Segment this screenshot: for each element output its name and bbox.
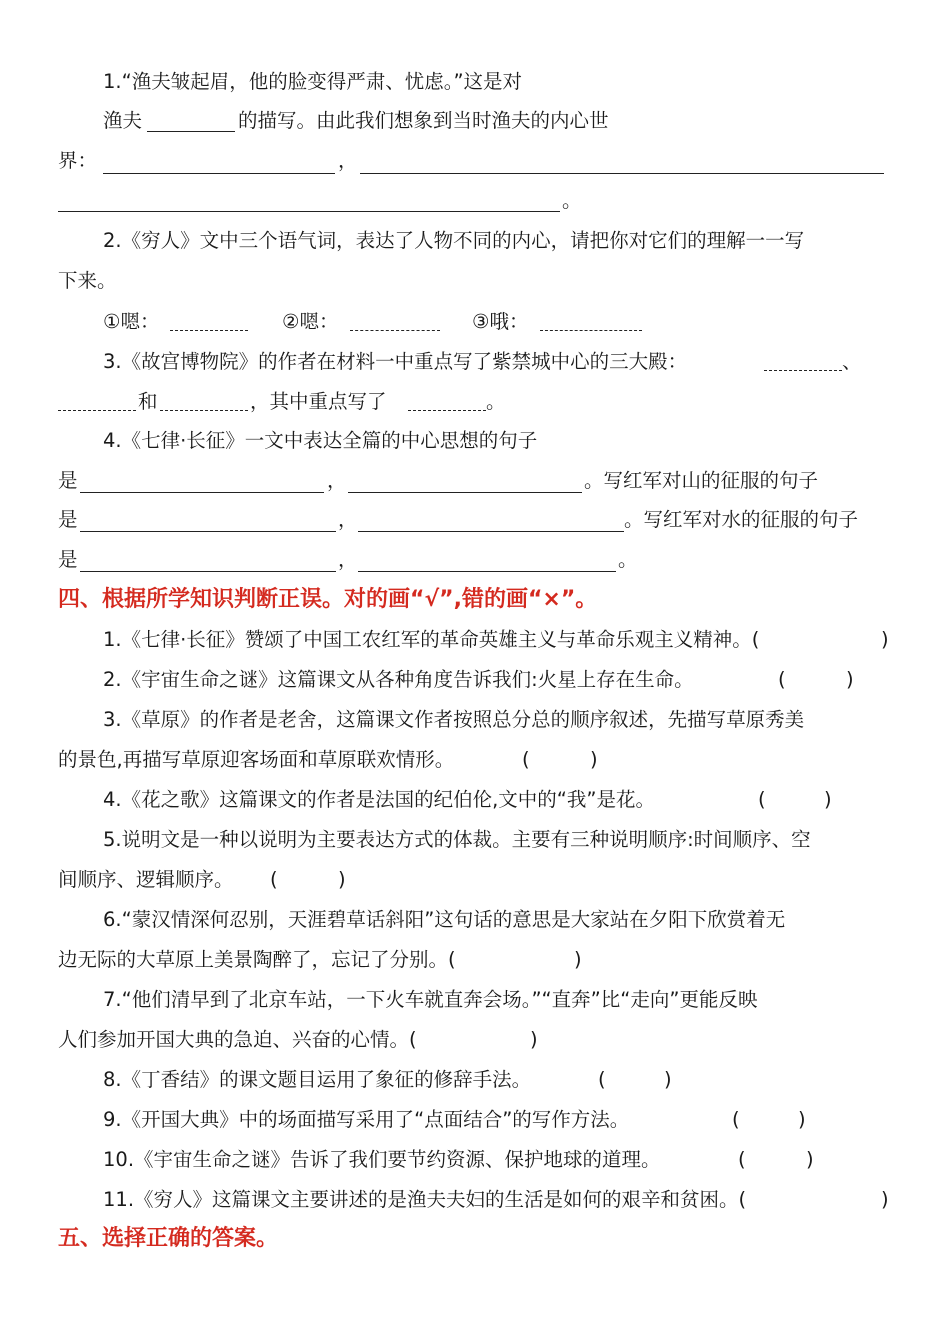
q4-line2 (0, 461, 950, 501)
judge-item-2-open[interactable]: ( (778, 668, 786, 691)
judge-item-6-text-cont: 边无际的大草原上美景陶醉了，忘记了分别。( (58, 948, 456, 971)
q4-line1 (0, 421, 950, 461)
q3-blank-2[interactable] (58, 410, 136, 411)
q4-blank-5[interactable] (80, 571, 336, 572)
q3-blank-4[interactable] (408, 410, 486, 411)
judge-item-10-close[interactable]: ) (806, 1148, 814, 1171)
q4-water-text: 。写红军对水的征服的句子 (624, 508, 859, 531)
q1-blank-inner-1[interactable] (103, 173, 335, 174)
judge-item-6-close[interactable]: ) (574, 948, 582, 971)
judge-item-9 (0, 1100, 950, 1140)
judge-item-8-text: 8.《丁香结》的课文题目运用了象征的修辞手法。 (103, 1068, 532, 1091)
q4-blank-6[interactable] (358, 571, 616, 572)
judge-item-3-open[interactable]: ( (522, 748, 530, 771)
judge-item-4-close[interactable]: ) (824, 788, 832, 811)
judge-item-10 (0, 1140, 950, 1180)
q4-comma-2: ， (338, 508, 358, 531)
q1-blank-inner-2[interactable] (360, 173, 884, 174)
q1-line2 (0, 101, 950, 141)
q4-blank-1[interactable] (80, 492, 324, 493)
q2-text: 2.《穷人》文中三个语气词，表达了人物不同的内心，请把你对它们的理解一一写 (103, 229, 805, 252)
q3-blank-1[interactable] (764, 370, 842, 371)
q4-shi-3: 是 (58, 548, 78, 571)
q2-opt1-blank[interactable] (170, 330, 248, 331)
judge-item-2 (0, 660, 950, 700)
judge-item-1-text: 1.《七律·长征》赞颂了中国工农红军的革命英雄主义与革命乐观主义精神。( (103, 628, 760, 651)
judge-item-5-text: 5.说明文是一种以说明为主要表达方式的体裁。主要有三种说明顺序:时间顺序、空 (103, 828, 811, 851)
q2-line1 (0, 221, 950, 261)
judge-item-5-close[interactable]: ) (338, 868, 346, 891)
judge-item-2-text: 2.《宇宙生命之谜》这篇课文从各种角度告诉我们:火星上存在生命。 (103, 668, 694, 691)
judge-item-7-text-cont: 人们参加开国大典的急迫、兴奋的心情。( (58, 1028, 417, 1051)
q2-text-cont: 下来。 (58, 269, 117, 292)
q1-period: 。 (562, 189, 582, 212)
judge-item-7 (0, 980, 950, 1020)
q2-opt2-blank[interactable] (350, 330, 440, 331)
judge-item-11-text: 11.《穷人》这篇课文主要讲述的是渔夫夫妇的生活是如何的艰辛和贫困。( (103, 1188, 747, 1211)
judge-item-3-text: 3.《草原》的作者是老舍，这篇课文作者按照总分总的顺序叙述，先描写草原秀美 (103, 708, 805, 731)
judge-item-5-cont (0, 860, 950, 900)
q2-opt1-label: ①嗯： (103, 310, 160, 333)
q4-period: 。 (618, 548, 638, 571)
judge-item-4-open[interactable]: ( (758, 788, 766, 811)
judge-item-2-close[interactable]: ) (846, 668, 854, 691)
q1-text: 1.“渔夫皱起眉，他的脸变得严肃、忧虑。”这是对 (103, 70, 523, 93)
judge-item-3-close[interactable]: ) (590, 748, 598, 771)
q1-blank-description[interactable] (147, 131, 235, 132)
q1-comma: ， (338, 149, 358, 172)
q2-opt3-label: ③哦： (472, 310, 529, 333)
q3-line2 (0, 382, 950, 422)
q4-blank-2[interactable] (348, 492, 582, 493)
q4-blank-3[interactable] (80, 531, 336, 532)
judge-item-6-cont (0, 940, 950, 980)
judge-item-4 (0, 780, 950, 820)
judge-item-10-text: 10.《宇宙生命之谜》告诉了我们要节约资源、保护地球的道理。 (103, 1148, 661, 1171)
section4-title (0, 580, 950, 620)
judge-item-7-cont (0, 1020, 950, 1060)
judge-item-1 (0, 620, 950, 660)
q1-blank-inner-3[interactable] (58, 211, 560, 212)
section5-title (0, 1219, 950, 1259)
judge-item-3 (0, 700, 950, 740)
judge-item-7-close[interactable]: ) (530, 1028, 538, 1051)
q4-blank-4[interactable] (358, 531, 624, 532)
q3-tail: ，其中重点写了 (250, 390, 387, 413)
judge-item-9-open[interactable]: ( (732, 1108, 740, 1131)
judge-item-3-cont (0, 740, 950, 780)
section5-title-text: 五、选择正确的答案。 (58, 1226, 279, 1251)
q4-shi-2: 是 (58, 508, 78, 531)
judge-item-11-close[interactable]: ) (881, 1188, 889, 1211)
judge-item-8-open[interactable]: ( (598, 1068, 606, 1091)
q3-line1 (0, 342, 950, 382)
judge-item-3-text-cont: 的景色,再描写草原迎客场面和草原联欢情形。 (58, 748, 455, 771)
q4-shi-1: 是 (58, 469, 78, 492)
judge-item-5-open[interactable]: ( (270, 868, 278, 891)
q1-line3 (0, 141, 950, 181)
judge-item-11 (0, 1180, 950, 1220)
q4-line3 (0, 500, 950, 540)
q4-mountain-text: 。写红军对山的征服的句子 (584, 469, 819, 492)
judge-item-1-close[interactable]: ) (881, 628, 889, 651)
q2-options (0, 302, 950, 342)
judge-item-7-text: 7.“他们清早到了北京车站，一下火车就直奔会场。”“直奔”比“走向”更能反映 (103, 988, 758, 1011)
judge-item-6-text: 6.“蒙汉情深何忍别，天涯碧草话斜阳”这句话的意思是大家站在夕阳下欣赏着无 (103, 908, 786, 931)
q3-text: 3.《故宫博物院》的作者在材料一中重点写了紫禁城中心的三大殿： (103, 350, 688, 373)
judge-item-5-text-cont: 间顺序、逻辑顺序。 (58, 868, 234, 891)
q1-text-post: 的描写。由此我们想象到当时渔夫的内心世 (238, 109, 609, 132)
q1-line4 (0, 181, 950, 221)
section4-title-text: 四、根据所学知识判断正误。对的画“√”,错的画“×”。 (58, 587, 598, 612)
q4-comma-3: ， (338, 548, 358, 571)
q2-opt3-blank[interactable] (540, 330, 642, 331)
q4-text: 4.《七律·长征》一文中表达全篇的中心思想的句子 (103, 429, 538, 452)
judge-item-5 (0, 820, 950, 860)
judge-item-10-open[interactable]: ( (738, 1148, 746, 1171)
q1-text-jie: 界： (58, 149, 98, 172)
q4-line4 (0, 540, 950, 580)
q3-period: 。 (486, 390, 506, 413)
judge-item-9-close[interactable]: ) (798, 1108, 806, 1131)
q3-sep: 、 (842, 350, 862, 373)
q1-line1 (0, 62, 950, 102)
judge-item-6 (0, 900, 950, 940)
judge-item-9-text: 9.《开国大典》中的场面描写采用了“点面结合”的写作方法。 (103, 1108, 630, 1131)
q2-line2 (0, 261, 950, 301)
judge-item-8-close[interactable]: ) (664, 1068, 672, 1091)
q2-opt2-label: ②嗯： (282, 310, 339, 333)
q3-blank-3[interactable] (160, 410, 248, 411)
q4-comma-1: ， (327, 469, 347, 492)
judge-item-8 (0, 1060, 950, 1100)
q3-and: 和 (138, 390, 158, 413)
q1-text-pre: 渔夫 (103, 109, 143, 132)
judge-item-4-text: 4.《花之歌》这篇课文的作者是法国的纪伯伦,文中的“我”是花。 (103, 788, 656, 811)
